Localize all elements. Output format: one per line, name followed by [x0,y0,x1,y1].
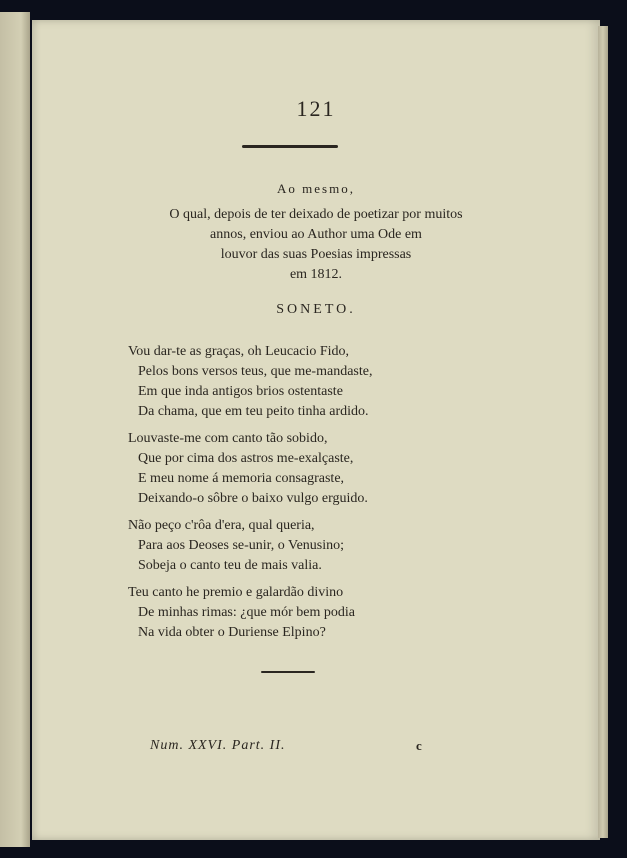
stanza-1 [128,342,372,422]
page-number: 121 [296,96,336,121]
page-block-edge [598,26,608,838]
intro-line: em 1812. [289,267,343,282]
section-heading: Ao mesmo, [277,181,355,196]
footer-signature-line: Num. XXVI. Part. II. [150,738,286,753]
book-page [32,20,600,840]
poem-title: SONETO. [276,302,356,317]
verse-line: Que por cima dos astros me-exalçaste, [138,451,354,466]
stanza-2 [128,429,368,509]
verse-line: Não peço c'rôa d'era, qual queria, [128,518,315,533]
verse-line: Vou dar-te as graças, oh Leucacio Fido, [128,344,350,359]
printer-signature-mark: c [416,738,422,753]
facing-page-edge [0,12,30,847]
intro-paragraph [32,205,600,285]
verse-line: E meu nome á memoria consagraste, [138,471,345,486]
verse-line: Para aos Deoses se-unir, o Venusino; [138,538,345,553]
header-rule [242,145,338,148]
intro-line: louvor das suas Poesias impressas [220,247,412,262]
verse-line: Da chama, que em teu peito tinha ardido. [138,404,369,419]
intro-line: annos, enviou ao Author uma Ode em [210,227,422,242]
end-rule [261,671,315,673]
verse-line: De minhas rimas: ¿que mór bem podia [138,605,355,620]
verse-line: Na vida obter o Duriense Elpino? [138,625,326,640]
verse-line: Em que inda antigos brios ostentaste [138,384,343,399]
intro-line: O qual, depois de ter deixado de poetizar por muitos [169,207,463,222]
verse-line: Louvaste-me com canto tão sobido, [128,431,328,446]
stanza-3 [128,516,344,576]
verse-line: Pelos bons versos teus, que me-mandaste, [138,364,373,379]
stanza-4 [128,583,355,643]
verse-line: Sobeja o canto teu de mais valia. [138,558,322,573]
verse-line: Deixando-o sôbre o baixo vulgo erguido. [138,491,368,506]
verse-line: Teu canto he premio e galardão divino [128,585,344,600]
